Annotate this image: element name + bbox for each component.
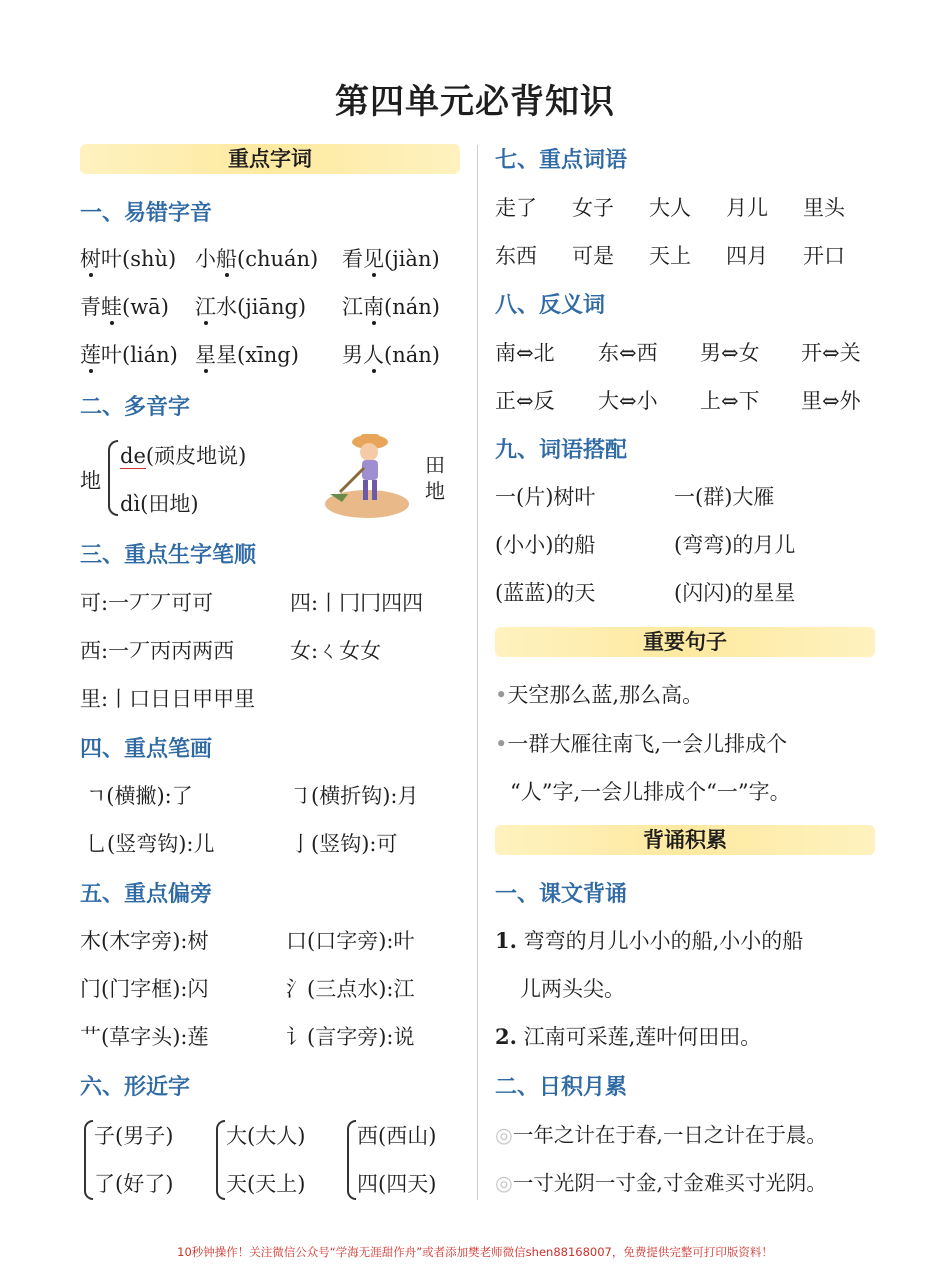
recite-2-num: 2. xyxy=(495,1024,517,1049)
page-title: 第四单元必背知识 xyxy=(335,82,615,122)
key-stroke-3: 乚(竖弯钩):儿 xyxy=(86,832,215,856)
similar-2a: 大(大人) xyxy=(226,1124,306,1148)
radical-1: 木(木字旁):树 xyxy=(80,929,209,953)
sound-item xyxy=(342,339,440,369)
antonym-5: 正⇔反 xyxy=(495,389,555,413)
polyphone-item-1-text: (顽皮地说) xyxy=(145,444,247,468)
phrase-8: 天上 xyxy=(649,244,691,268)
dotted-char: 星 xyxy=(195,343,216,367)
phrase-10: 开口 xyxy=(803,244,845,268)
bullet-dot: • xyxy=(495,732,508,756)
heading-radicals: 五、重点偏旁 xyxy=(80,882,213,907)
recite-1 xyxy=(495,925,803,955)
sentence-2-text: 一群大雁往南飞,一会儿排成个 xyxy=(507,732,788,756)
phrase-5: 里头 xyxy=(803,196,845,220)
polyphone-brace xyxy=(108,440,118,516)
phrase-9: 四月 xyxy=(726,244,768,268)
similar-brace-1 xyxy=(84,1120,93,1200)
proverb-2 xyxy=(495,1166,827,1196)
antonym-8: 里⇔外 xyxy=(801,389,861,413)
banner-key-sentences: 重要句子 xyxy=(495,627,875,657)
sound-pinyin: 叶(lián) xyxy=(101,343,178,367)
footer-notice: 10秒钟操作！关注微信公众号“学海无涯甜作舟”或者添加樊老师微信shen88168007，免费提供完整可打印版资料！ xyxy=(177,1245,773,1259)
heading-text-recitation: 一、课文背诵 xyxy=(495,882,628,907)
match-5: (蓝蓝)的天 xyxy=(495,581,596,605)
banner-recitation: 背诵积累 xyxy=(495,825,875,855)
sound-item xyxy=(80,339,178,369)
key-stroke-2: ㇆(横折钩):月 xyxy=(290,784,419,808)
farmer-illustration xyxy=(322,430,412,522)
column-divider xyxy=(477,145,478,1200)
match-1: 一(片)树叶 xyxy=(495,485,596,509)
heading-polyphone: 二、多音字 xyxy=(80,395,191,420)
antonym-1: 南⇔北 xyxy=(495,341,555,365)
circle-mark-icon: ◎ xyxy=(495,1123,513,1147)
sound-item xyxy=(80,243,176,273)
sound-prefix: 江 xyxy=(342,295,363,319)
sound-pinyin: 水(jiāng) xyxy=(216,295,307,319)
sound-prefix: 男 xyxy=(342,343,363,367)
recite-2 xyxy=(495,1021,761,1051)
polyphone-char: 地 xyxy=(80,469,101,493)
radical-4: 氵(三点水):江 xyxy=(286,977,415,1001)
antonym-4: 开⇔关 xyxy=(801,341,861,365)
heading-word-matching: 九、词语搭配 xyxy=(495,438,628,463)
phrase-4: 月儿 xyxy=(726,196,768,220)
heading-similar-chars: 六、形近字 xyxy=(80,1075,191,1100)
radical-5: 艹(草字头):莲 xyxy=(80,1025,209,1049)
heading-stroke-order: 三、重点生字笔顺 xyxy=(80,543,257,568)
phrase-3: 大人 xyxy=(649,196,691,220)
key-stroke-1: ㄱ(横撇):了 xyxy=(86,784,193,808)
heading-easy-mistake-sounds: 一、易错字音 xyxy=(80,201,213,226)
key-stroke-4: 亅(竖钩):可 xyxy=(290,832,398,856)
recite-2-text: 江南可采莲,莲叶何田田。 xyxy=(523,1025,762,1049)
similar-3a: 西(西山) xyxy=(357,1124,437,1148)
dotted-char: 树 xyxy=(80,247,101,271)
dotted-char: 南 xyxy=(363,295,384,319)
sentence-2-cont: “人”字,一会儿排成个“一”字。 xyxy=(510,780,791,804)
similar-1b: 了(好了) xyxy=(94,1172,174,1196)
sound-prefix: 看 xyxy=(342,247,363,271)
radical-6: 讠(言字旁):说 xyxy=(286,1025,415,1049)
sound-pinyin: (jiàn) xyxy=(384,247,440,271)
recite-1-cont: 儿两头尖。 xyxy=(520,977,625,1001)
sound-pinyin: (wā) xyxy=(122,295,169,319)
antonym-2: 东⇔西 xyxy=(598,341,658,365)
proverb-1 xyxy=(495,1118,827,1148)
sound-pinyin: (chuán) xyxy=(237,247,319,271)
dotted-char: 人 xyxy=(363,343,384,367)
sound-pinyin: 叶(shù) xyxy=(101,247,177,271)
antonym-3: 男⇔女 xyxy=(700,341,760,365)
match-2: 一(群)大雁 xyxy=(674,485,775,509)
radical-3: 门(门字框):闪 xyxy=(80,977,209,1001)
stroke-order-3: 西:一丆丙丙两西 xyxy=(80,639,235,663)
similar-2b: 天(天上) xyxy=(226,1172,306,1196)
similar-brace-3 xyxy=(347,1120,356,1200)
sound-item xyxy=(195,339,299,369)
circle-mark-icon: ◎ xyxy=(495,1171,513,1195)
match-6: (闪闪)的星星 xyxy=(674,581,796,605)
polyphone-item-2: dì(田地) xyxy=(120,492,199,516)
heading-antonyms: 八、反义词 xyxy=(495,293,606,318)
sound-prefix: 小 xyxy=(195,247,216,271)
banner-key-words: 重点字词 xyxy=(80,144,460,174)
recite-1-text: 弯弯的月儿小小的船,小小的船 xyxy=(523,929,804,953)
sound-item xyxy=(195,291,306,321)
stroke-order-4: 女:ㄑ女女 xyxy=(290,639,382,663)
dotted-char: 蛙 xyxy=(101,295,122,319)
sound-item xyxy=(342,243,440,273)
sound-item xyxy=(195,243,318,273)
sound-pinyin: (nán) xyxy=(384,343,440,367)
radical-2: 口(口字旁):叶 xyxy=(286,929,415,953)
phrase-1: 走了 xyxy=(495,196,537,220)
heading-key-phrases: 七、重点词语 xyxy=(495,148,628,173)
phrase-7: 可是 xyxy=(572,244,614,268)
sound-pinyin: (nán) xyxy=(384,295,440,319)
pinyin-de: de xyxy=(120,444,146,468)
farmer-label: 田地 xyxy=(425,453,445,503)
similar-1a: 子(男子) xyxy=(94,1124,174,1148)
stroke-order-1: 可:一丆丆可可 xyxy=(80,591,214,615)
sentence-1-text: 天空那么蓝,那么高。 xyxy=(507,683,704,707)
sound-item xyxy=(342,291,440,321)
antonym-7: 上⇔下 xyxy=(700,389,760,413)
polyphone-item-1 xyxy=(120,440,246,470)
sound-pinyin: 星(xīng) xyxy=(216,343,299,367)
stroke-order-2: 四:丨冂冂四四 xyxy=(290,591,424,615)
proverb-1-text: 一年之计在于春,一日之计在于晨。 xyxy=(512,1123,827,1147)
dotted-char: 江 xyxy=(195,295,216,319)
sentence-1 xyxy=(495,679,703,709)
dotted-char: 见 xyxy=(363,247,384,271)
phrase-6: 东西 xyxy=(495,244,537,268)
stroke-order-5: 里:丨口日日甲甲里 xyxy=(80,687,256,711)
phrase-2: 女子 xyxy=(572,196,614,220)
dotted-char: 船 xyxy=(216,247,237,271)
similar-3b: 四(四天) xyxy=(357,1172,437,1196)
dotted-char: 莲 xyxy=(80,343,101,367)
sound-prefix: 青 xyxy=(80,295,101,319)
match-3: (小小)的船 xyxy=(495,533,596,557)
heading-daily-accumulation: 二、日积月累 xyxy=(495,1075,628,1100)
antonym-6: 大⇔小 xyxy=(598,389,658,413)
match-4: (弯弯)的月儿 xyxy=(674,533,796,557)
sentence-2 xyxy=(495,728,787,758)
sound-item xyxy=(80,291,169,321)
heading-key-strokes: 四、重点笔画 xyxy=(80,737,213,762)
recite-1-num: 1. xyxy=(495,928,517,953)
proverb-2-text: 一寸光阴一寸金,寸金难买寸光阴。 xyxy=(512,1171,827,1195)
similar-brace-2 xyxy=(216,1120,225,1200)
bullet-dot: • xyxy=(495,683,508,707)
